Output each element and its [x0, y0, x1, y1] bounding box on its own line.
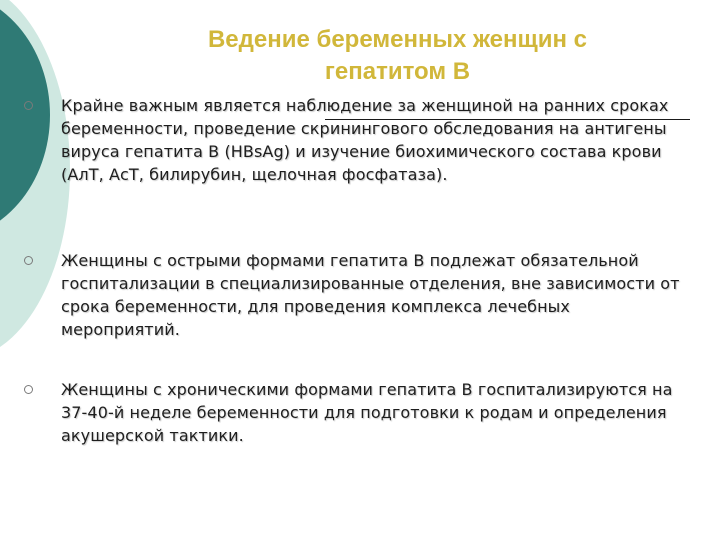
bullet-text: Женщины с острыми формами гепатита В подлежат обязательной госпитализации в специализированные отделения, вне зависимости от срока беременности, для проведения комплекса лечебных мероприятий.: [61, 251, 680, 339]
slide-title: Ведение беременных женщин с гепатитом В: [207, 26, 588, 85]
bullet-text: Крайне важным является наблюдение за женщиной на ранних сроках беременности, проведение скринингового обследования на антигены вируса гепатита В (HBsAg) и изучение биохимического состава крови (АлТ, АсТ, билирубин, щелочная фосфатаза).: [61, 96, 669, 184]
bullet-circle-icon: [24, 256, 33, 265]
bullet-circle-icon: [24, 101, 33, 110]
bullet-circle-icon: [24, 385, 33, 394]
bullet-text: Женщины с хроническими формами гепатита В госпитализируются на 37-40-й неделе беременности для подготовки к родам и определения акушерской тактики.: [61, 380, 673, 445]
